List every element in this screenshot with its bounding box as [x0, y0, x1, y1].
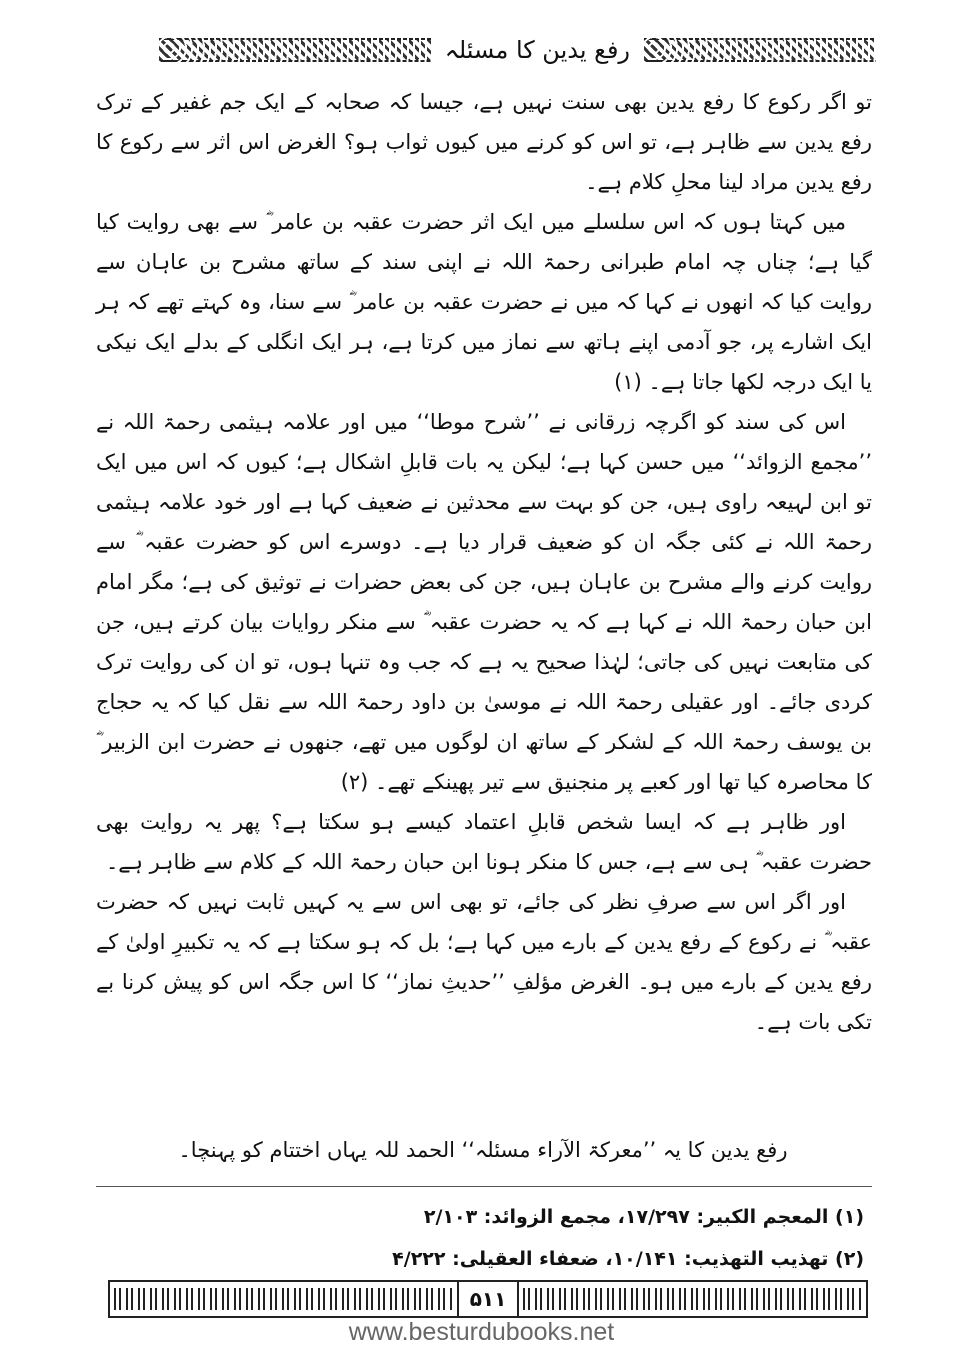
footer-ornament-right — [523, 1288, 862, 1310]
paragraph-2: میں کہتا ہوں کہ اس سلسلے میں ایک اثر حضرت عقبہ بن عامر ؓ سے بھی روایت کیا گیا ہے؛ چناں چہ امام طبرانی رحمۃ اللہ نے اپنی سند کے ساتھ مشرح بن عاہان سے روایت کیا کہ انھوں نے کہا کہ میں نے حضرت عقبہ بن عامر ؓ سے سنا، وہ کہتے تھے کہ ہر ایک اشارے پر، جو آدمی اپنے ہاتھ سے نماز میں کرتا ہے، ہر ایک انگلی کے بدلے ایک نیکی یا ایک درجہ لکھا جاتا ہے۔ (۱) — [96, 210, 872, 394]
footnote-2: (۲) تھذیب التھذیب: ۱۰/۱۴۱، ضعفاء العقیلی: ۴/۲۲۲ — [392, 1248, 864, 1270]
paragraph-4: اور ظاہر ہے کہ ایسا شخص قابلِ اعتماد کیسے ہو سکتا ہے؟ پھر یہ روایت بھی حضرت عقبہ ؓ ہی سے ہے، جس کا منکر ہونا ابن حبان رحمۃ اللہ کے کلام سے ظاہر ہے۔ — [96, 810, 872, 874]
page-number: ۵۱۱ — [457, 1282, 519, 1316]
conclusion-line: رفع یدین کا یہ ’’معرکۃ الآراء مسئلہ‘‘ الحمد للہ یہاں اختتام کو پہنچا۔ — [178, 1138, 788, 1162]
paragraph-3: اس کی سند کو اگرچہ زرقانی نے ’’شرح موطا‘‘ میں اور علامہ ہیثمی رحمۃ اللہ نے ’’مجمع الزوائد‘‘ میں حسن کہا ہے؛ لیکن یہ بات قابلِ اشکال ہے؛ کیوں کہ اس میں ایک تو ابن لہیعہ راوی ہیں، جن کو بہت سے محدثین نے ضعیف کہا ہے اور خود علامہ ہیثمی رحمۃ اللہ نے کئی جگہ ان کو ضعیف قرار دیا ہے۔ دوسرے اس کو حضرت عقبہ ؓ سے روایت کرنے والے مشرح بن عاہان ہیں، جن کی بعض حضرات نے توثیق کی ہے؛ مگر امام ابن حبان رحمۃ اللہ نے کہا ہے کہ یہ حضرت عقبہ ؓ سے منکر روایات بیان کرتے ہیں، جن کی متابعت نہیں کی جاتی؛ لہٰذا صحیح یہ ہے کہ جب وہ تنہا ہوں، تو ان کی روایت ترک کردی جائے۔ اور عقیلی رحمۃ اللہ نے موسیٰ بن داود رحمۃ اللہ سے نقل کیا کہ یہ حجاج بن یوسف رحمۃ اللہ کے لشکر کے ساتھ ان لوگوں میں تھے، جنھوں نے حضرت ابن الزبیر ؓ کا محاصرہ کیا تھا اور کعبے پر منجنیق سے تیر پھینکے تھے۔ (۲) — [96, 410, 872, 794]
paragraph-1: تو اگر رکوع کا رفع یدین بھی سنت نہیں ہے، جیسا کہ صحابہ کے ایک جم غفیر کے ترک رفع یدین سے ظاہر ہے، تو اس کو کرنے میں کیوں ثواب ہو؟ الغرض اس اثر سے رکوع کا رفع یدین مراد لینا محلِ کلام ہے۔ — [96, 90, 872, 194]
footer-ornament-left — [114, 1288, 453, 1310]
watermark-url: www.besturdubooks.net — [348, 1318, 615, 1346]
running-title: رفع یدین کا مسئلہ — [444, 36, 630, 64]
body-text — [96, 82, 872, 1042]
footnote-divider — [96, 1186, 872, 1187]
paragraph-5: اور اگر اس سے صرفِ نظر کی جائے، تو بھی اس سے یہ کہیں ثابت نہیں کہ حضرت عقبہ ؓ نے رکوع کے رفع یدین کے بارے میں کہا ہے؛ بل کہ ہو سکتا ہے کہ یہ تکبیرِ اولیٰ کے رفع یدین کے بارے میں ہو۔ الغرض مؤلفِ ’’حدیثِ نماز‘‘ کا اس جگہ اس کو پیش کرنا بے تکی بات ہے۔ — [96, 890, 872, 1034]
page-header — [88, 28, 876, 72]
header-ornament-right — [644, 38, 876, 62]
footnote-1: (۱) المعجم الکبیر: ۱۷/۲۹۷، مجمع الزوائد: ۲/۱۰۳ — [423, 1206, 864, 1228]
footnotes — [96, 1196, 864, 1280]
header-ornament-left — [159, 38, 431, 62]
page-footer — [108, 1280, 868, 1318]
